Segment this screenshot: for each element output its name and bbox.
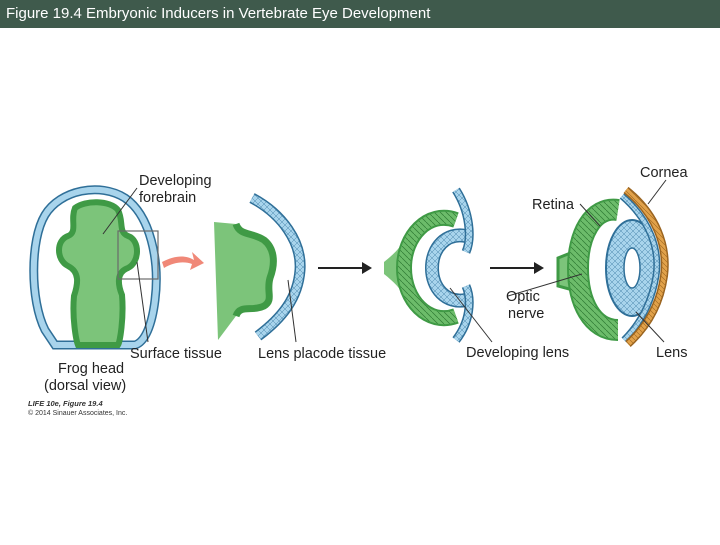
label-surface-tissue: Surface tissue [130,346,222,362]
frog-head-panel [34,190,158,345]
eye-development-figure [0,28,720,540]
label-developing-forebrain-1: Developing [139,173,212,189]
figure-svg [0,28,720,540]
stage4-panel [558,190,665,344]
label-optic-nerve-1: Optic [506,289,540,305]
frog-forebrain-outline [59,202,137,345]
label-developing-forebrain-2: forebrain [139,190,197,206]
label-frog-head-1: Frog head [58,361,125,377]
progress-arrow-1 [318,262,372,274]
label-developing-lens: Developing lens [466,345,570,361]
label-retina: Retina [532,197,574,213]
zoom-arrow [162,252,204,270]
label-cornea: Cornea [640,165,688,181]
credit-line-1: LIFE 10e, Figure 19.4 [28,399,103,408]
stage3-panel [384,190,469,340]
progress-arrow-2 [490,262,544,274]
label-frog-head-2: (dorsal view) [44,378,127,394]
stage2-panel [214,198,300,340]
label-lens: Lens [656,345,688,361]
credit-line-2: © 2014 Sinauer Associates, Inc. [28,410,128,417]
slide-title: Figure 19.4 Embryonic Inducers in Vertebrate Eye Development [0,0,720,28]
label-lens-placode-tissue: Lens placode tissue [258,346,387,362]
label-optic-nerve-2: nerve [508,306,545,322]
